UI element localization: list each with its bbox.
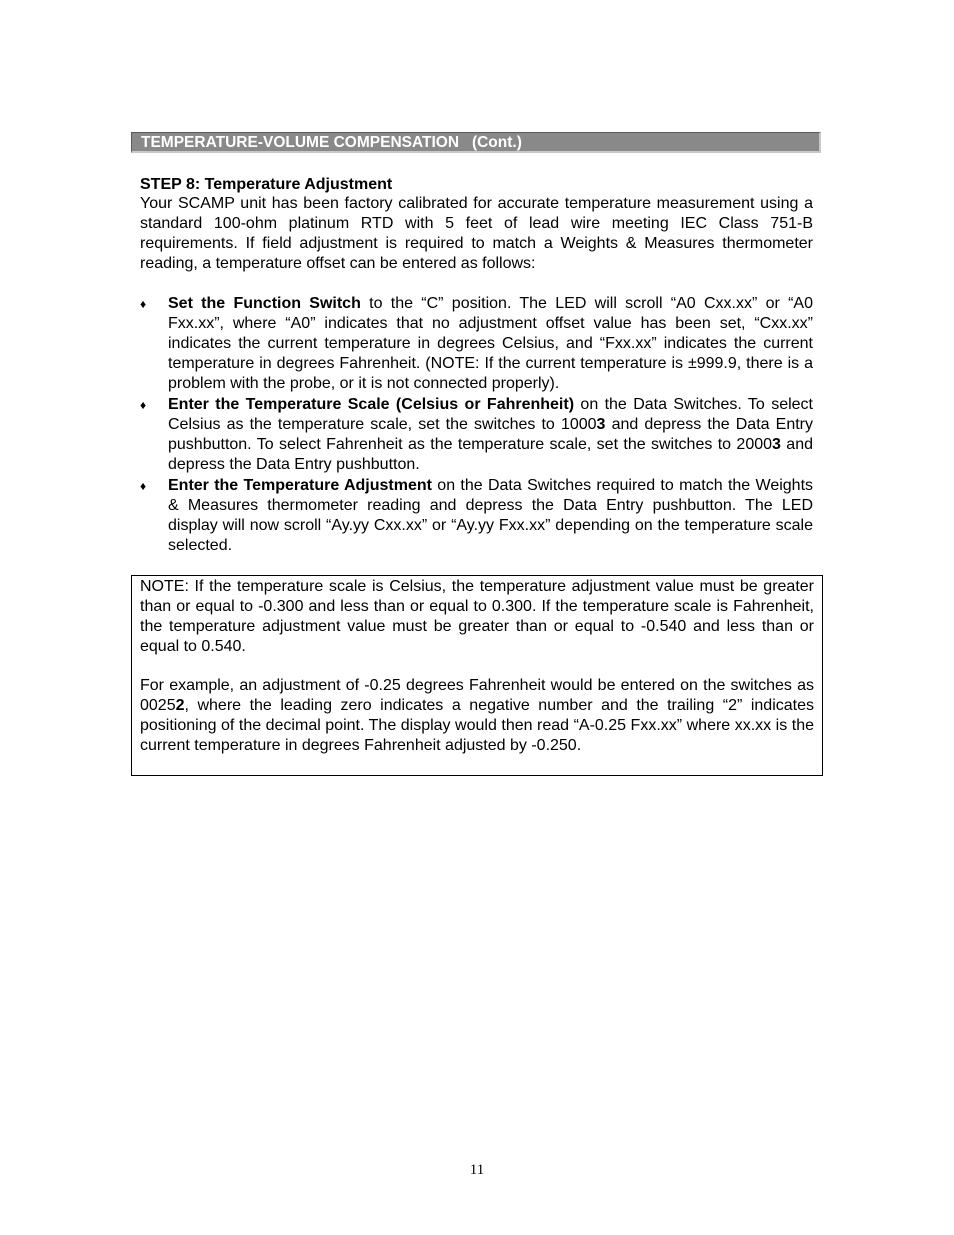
page-number: 11 <box>469 1162 485 1178</box>
instruction-bold-text: Enter the Temperature Scale (Celsius or Fahrenheit) <box>168 396 575 413</box>
note-box <box>131 575 823 776</box>
instruction-body-text: on the Data Switches. To select Celsius as the temperature scale, set the switches to 1000 <box>168 396 813 433</box>
example-text: For example, an adjustment of -0.25 degrees Fahrenheit would be entered on the switches as 0025 <box>140 677 814 714</box>
diamond-bullet-icon: ♦ <box>140 297 147 311</box>
instruction-bold-digit: 3 <box>772 436 781 453</box>
example-bold-digit: 2 <box>175 697 185 714</box>
instruction-bold-text: Enter the Temperature Adjustment <box>168 477 432 494</box>
example-paragraph <box>140 676 814 756</box>
instruction-body-text: on the Data Switches required to match the Weights & Measures thermometer reading and depress the Data Entry pushbutton. The LED display will now scroll “Ay.yy Cxx.xx” or “Ay.yy Fxx.xx” depending on the temperature scale selected. <box>168 477 814 554</box>
instruction-bold-text: Set the Function Switch <box>168 295 361 312</box>
instruction-text <box>168 294 813 394</box>
instruction-body-text: to the “C” position. The LED will scroll “A0 Cxx.xx” or “A0 Fxx.xx”, where “A0” indicates that no adjustment offset value has been set, “Cxx.xx” indicates the current temperature in degrees Celsius, and “Fxx.xx” indicates the current temperature in degrees Fahrenheit. (NOTE: If the current temperature is ±999.9, there is a problem with the probe, or it is not connected properly). <box>168 295 813 392</box>
instruction-item <box>140 395 813 475</box>
instruction-item <box>140 476 813 556</box>
section-title-bar: TEMPERATURE-VOLUME COMPENSATION (Cont.) <box>131 132 821 153</box>
example-text: , where the leading zero indicates a negative number and the trailing “2” indicates positioning of the decimal point. The display would then read “A-0.25 Fxx.xx” where xx.xx is the current temperature in degrees Fahrenheit adjusted by -0.250. <box>140 697 814 754</box>
instruction-item <box>140 294 813 394</box>
diamond-bullet-icon: ♦ <box>140 479 147 493</box>
note-paragraph: NOTE: If the temperature scale is Celsius, the temperature adjustment value must be greater than or equal to -0.300 and less than or equal to 0.300. If the temperature scale is Fahrenheit, the temperature adjustment value must be greater than or equal to -0.540 and less than or equal to 0.540. <box>140 578 814 655</box>
diamond-bullet-icon: ♦ <box>140 398 147 412</box>
instruction-list <box>140 294 813 557</box>
instruction-body-text: and depress the Data Entry pushbutton. To select Fahrenheit as the temperature scale, set the switches to 2000 <box>168 416 814 453</box>
intro-paragraph: Your SCAMP unit has been factory calibrated for accurate temperature measurement using a standard 100-ohm platinum RTD with 5 feet of lead wire meeting IEC Class 751-B requirements. If field adjustment is required to match a Weights & Measures thermometer reading, a temperature offset can be entered as follows: <box>140 195 813 272</box>
instruction-body-text: and depress the Data Entry pushbutton. <box>168 436 814 473</box>
instruction-text <box>168 395 813 475</box>
instruction-text <box>168 476 813 556</box>
step-heading: STEP 8: Temperature Adjustment <box>140 176 393 193</box>
instruction-bold-digit: 3 <box>596 416 606 433</box>
